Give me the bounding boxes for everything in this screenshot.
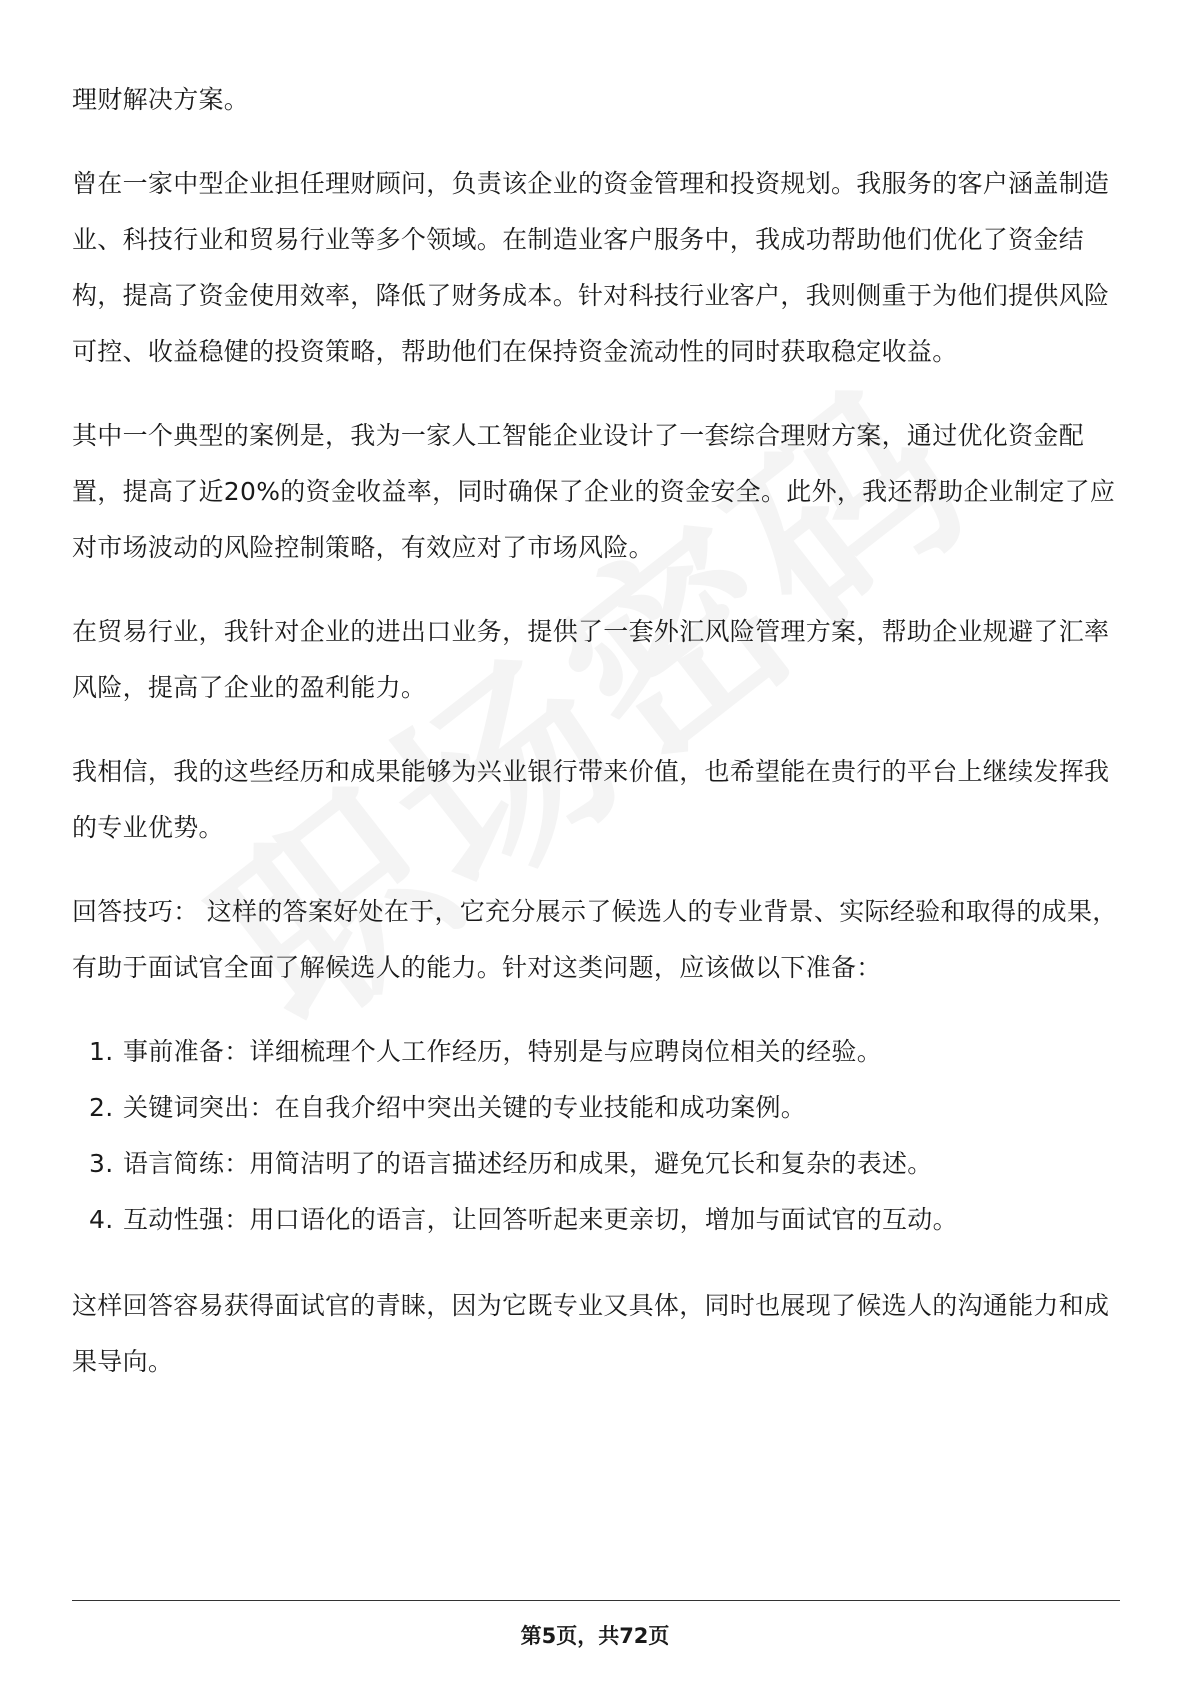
list-number: 1. bbox=[89, 1037, 114, 1066]
list-text: 事前准备：详细梳理个人工作经历，特别是与应聘岗位相关的经验。 bbox=[123, 1037, 883, 1066]
page-number: 第5页，共72页 bbox=[520, 1624, 670, 1648]
list-number: 3. bbox=[89, 1149, 114, 1178]
document-body bbox=[72, 72, 1132, 1418]
paragraph-intro-tail: 理财解决方案。 bbox=[72, 85, 250, 114]
paragraph-experience: 曾在一家中型企业担任理财顾问，负责该企业的资金管理和投资规划。我服务的客户涵盖制造业、科技行业和贸易行业等多个领域。在制造业客户服务中，我成功帮助他们优化了资金结构，提高了资金使用效率，降低了财务成本。针对科技行业客户，我则侧重于为他们提供风险可控、收益稳健的投资策略，帮助他们在保持资金流动性的同时获取稳定收益。 bbox=[72, 169, 1110, 366]
paragraph-belief: 我相信，我的这些经历和成果能够为兴业银行带来价值，也希望能在贵行的平台上继续发挥我的专业优势。 bbox=[72, 757, 1110, 842]
list-item bbox=[72, 1080, 1132, 1136]
list-item bbox=[72, 1024, 1132, 1080]
list-number: 2. bbox=[89, 1093, 114, 1122]
list-number: 4. bbox=[89, 1205, 114, 1234]
list-text: 关键词突出：在自我介绍中突出关键的专业技能和成功案例。 bbox=[123, 1093, 807, 1122]
footer-divider bbox=[72, 1600, 1120, 1601]
paragraph-trade: 在贸易行业，我针对企业的进出口业务，提供了一套外汇风险管理方案，帮助企业规避了汇率风险，提高了企业的盈利能力。 bbox=[72, 617, 1110, 702]
list-text: 语言简练：用简洁明了的语言描述经历和成果，避免冗长和复杂的表述。 bbox=[123, 1149, 933, 1178]
list-item bbox=[72, 1136, 1132, 1192]
paragraph-tips: 回答技巧： 这样的答案好处在于，它充分展示了候选人的专业背景、实际经验和取得的成果，有助于面试官全面了解候选人的能力。针对这类问题，应该做以下准备： bbox=[72, 897, 1118, 982]
paragraph-case: 其中一个典型的案例是，我为一家人工智能企业设计了一套综合理财方案，通过优化资金配置，提高了近20%的资金收益率，同时确保了企业的资金安全。此外，我还帮助企业制定了应对市场波动的风险控制策略，有效应对了市场风险。 bbox=[72, 421, 1116, 562]
list-item bbox=[72, 1192, 1132, 1248]
list-text: 互动性强：用口语化的语言，让回答听起来更亲切，增加与面试官的互动。 bbox=[123, 1205, 958, 1234]
preparation-list bbox=[72, 1024, 1132, 1248]
paragraph-closing: 这样回答容易获得面试官的青睐，因为它既专业又具体，同时也展现了候选人的沟通能力和成果导向。 bbox=[72, 1291, 1110, 1376]
